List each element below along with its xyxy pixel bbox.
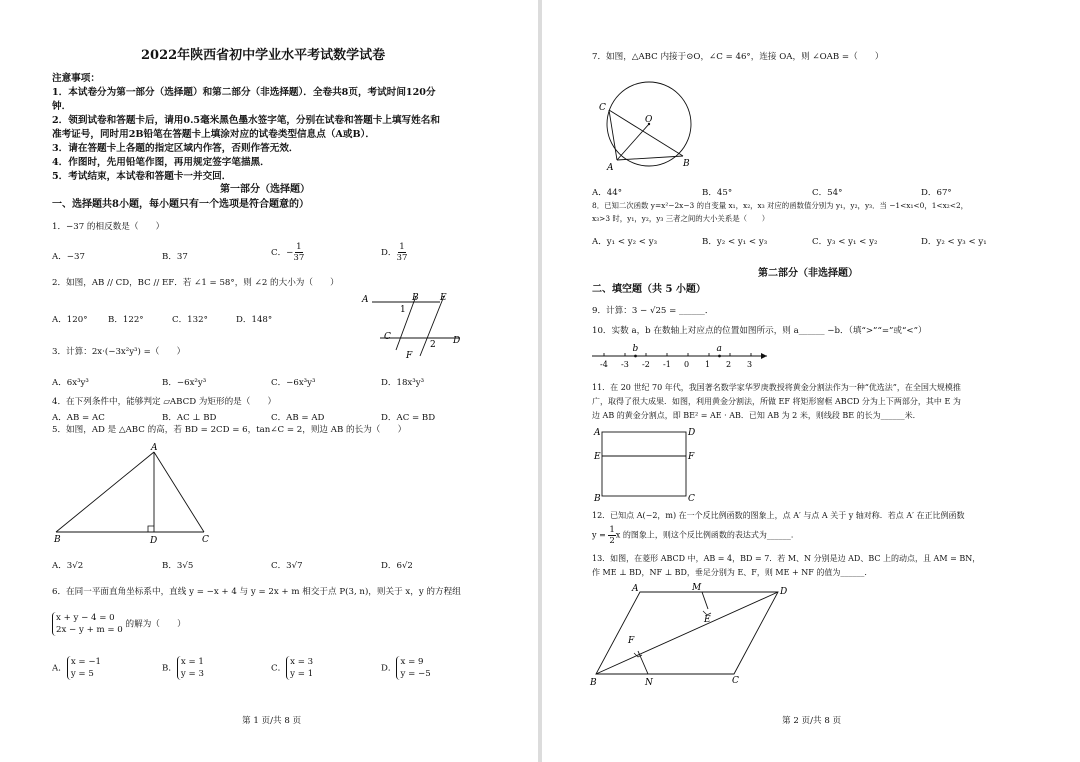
q5-option-b: B．3√5 (162, 561, 194, 571)
number-line-figure (592, 342, 802, 374)
number-line-label-b: b (632, 344, 639, 354)
q7-label-c: C (599, 103, 606, 113)
q8-option-a: A．y₁ < y₂ < y₃ (592, 237, 658, 247)
q2-angle-2: 2 (430, 340, 436, 350)
q3-option-d: D．18x³y³ (381, 378, 425, 388)
q2-figure (360, 290, 470, 360)
q2-label-a: A (362, 295, 369, 305)
exam-title: 2022年陕西省初中学业水平考试数学试卷 (141, 48, 386, 63)
notes-header: 注意事项： (52, 73, 100, 84)
note-line: 5．考试结束，本试卷和答题卡一并交回． (52, 171, 232, 182)
question-11-line2: 广，取得了很大成果．如图，利用黄金分割法，所做 EF 将矩形窗框 ABCD 分为上下两部分，其中 E 为 (592, 397, 961, 406)
q1-option-b: B．37 (162, 252, 188, 262)
q7-figure (597, 80, 707, 180)
q7-option-a: A．44° (592, 188, 623, 198)
q5-option-d: D．6√2 (381, 561, 413, 571)
q6-option-b: B． x = 1 y = 3 (162, 657, 204, 679)
q2-option-b: B．122° (108, 315, 144, 325)
q2-label-d: D (453, 336, 461, 346)
number-line-tick-label: -1 (663, 360, 671, 369)
number-line-tick-label: 1 (705, 360, 711, 369)
question-1: 1．−37 的相反数是（ ） (52, 222, 165, 232)
question-3: 3．计算：2x·(−3x²y³) =（ ） (52, 347, 186, 357)
section2-heading: 二、填空题（共 5 小题） (592, 284, 706, 295)
question-13-line2: 作 ME ⊥ BD，NF ⊥ BD，垂足分别为 E、F，则 ME + NF 的值为______． (592, 568, 873, 577)
question-6: 6．在同一平面直角坐标系中，直线 y = −x + 4 与 y = 2x + m 相交于点 P(3, n)，则关于 x，y 的方程组 (52, 587, 461, 597)
q6-option-d: D． x = 9 y = −5 (381, 657, 431, 679)
q7-option-d: D．67° (921, 188, 952, 198)
q7-option-b: B．45° (702, 188, 733, 198)
q6-system: x + y − 4 = 0 2x − y + m = 0 的解为（ ） (52, 612, 186, 636)
question-5: 5．如图，AD 是 △ABC 的高，若 BD = 2CD = 6，tan∠C = 2，则边 AB 的长为（ ） (52, 425, 407, 435)
number-line-tick-label: 2 (726, 360, 732, 369)
question-11-line3: 边 AB 的黄金分割点，即 BE² = AE · AB．已知 AB 为 2 米，则线段 BE 的长为______米． (592, 411, 921, 420)
q2-label-e: E (440, 293, 447, 303)
q7-label-a: A (607, 163, 614, 173)
q7-label-o: O (645, 115, 653, 125)
q6-option-c: C． x = 3 y = 1 (271, 657, 314, 679)
exam-page-2 (542, 0, 1080, 762)
note-line: 2．领到试卷和答题卡后，请用0.5毫米黑色墨水签字笔，分别在试卷和答题卡上填写姓名和 (52, 115, 440, 126)
number-line-label-a: a (716, 344, 722, 354)
question-4: 4．在下列条件中，能够判定 ▱ABCD 为矩形的是（ ） (52, 397, 277, 407)
q2-option-a: A．120° (52, 315, 88, 325)
number-line-tick-label: -4 (600, 360, 608, 369)
section1-heading: 一、选择题共8小题，每小题只有一个选项是符合题意的） (52, 199, 309, 210)
number-line-tick-label: -2 (642, 360, 650, 369)
page-footer: 第 2 页/共 8 页 (782, 716, 842, 726)
q1-option-a: A．−37 (52, 252, 85, 262)
q2-option-c: C．132° (172, 315, 208, 325)
question-12-line2: y = $\frac{1}{2}$ x 的图象上，则这个反比例函数的表达式为______． (592, 525, 799, 546)
note-line: 钟． (52, 101, 72, 112)
q3-option-c: C．−6x³y³ (271, 378, 316, 388)
q4-option-a: A．AB = AC (52, 413, 105, 423)
q11-label-c: C (688, 494, 695, 504)
exam-page-1 (0, 0, 538, 762)
q8-option-b: B．y₂ < y₁ < y₃ (702, 237, 768, 247)
q5-label-d: D (150, 536, 158, 546)
part2-title: 第二部分（非选择题） (758, 268, 858, 279)
q6-option-a: A． x = −1 y = 5 (52, 657, 101, 679)
number-line-point-b (634, 355, 637, 358)
number-line-tick-label: 0 (684, 360, 690, 369)
q11-label-b: B (594, 494, 601, 504)
q13-label-b: B (590, 678, 597, 688)
q8-option-d: D．y₂ < y₃ < y₁ (921, 237, 987, 247)
q5-label-b: B (54, 535, 61, 545)
q7-option-c: C．54° (812, 188, 843, 198)
question-7: 7．如图，△ABC 内接于⊙O，∠C = 46°，连接 OA，则 ∠OAB =（ ） (592, 52, 884, 62)
q13-label-a: A (632, 584, 639, 594)
q11-label-d: D (688, 428, 696, 438)
q2-option-d: D．148° (236, 315, 273, 325)
note-line: 4．作图时，先用铅笔作图，再用规定签字笔描黑． (52, 157, 270, 168)
note-line: 准考证号，同时用2B铅笔在答题卡上填涂对应的试卷类型信息点（A或B）． (52, 129, 375, 140)
q13-label-n: N (645, 678, 653, 688)
note-line: 3．请在答题卡上各题的指定区域内作答，否则作答无效． (52, 143, 299, 154)
q4-option-c: C．AB = AD (271, 413, 325, 423)
question-8-line1: 8．已知二次函数 y=x²−2x−3 的自变量 x₁，x₂，x₃ 对应的函数值分别为 y₁，y₂，y₃．当 −1<x₁<0，1<x₂<2， (592, 201, 969, 210)
q5-option-c: C．3√7 (271, 561, 303, 571)
q8-option-c: C．y₃ < y₁ < y₂ (812, 237, 878, 247)
q13-label-e: E (704, 615, 711, 625)
q3-option-a: A．6x³y³ (52, 378, 89, 388)
question-13-line1: 13．如图，在菱形 ABCD 中，AB = 4，BD = 7．若 M、N 分别是边 AD、BC 上的动点，且 AM = BN， (592, 554, 981, 563)
q2-label-b: B (412, 293, 419, 303)
number-line-arrow (761, 353, 767, 359)
q7-label-b: B (683, 159, 690, 169)
q5-option-a: A．3√2 (52, 561, 84, 571)
q2-angle-1: 1 (400, 305, 406, 315)
q1-option-d: D． $\frac{1}{37}$ (381, 242, 408, 263)
q4-option-b: B．AC ⊥ BD (162, 413, 217, 423)
question-2: 2．如图，AB // CD，BC // EF．若 ∠1 = 58°，则 ∠2 的大小为（ ） (52, 278, 339, 288)
q11-label-f: F (688, 452, 695, 462)
question-12-line1: 12．已知点 A(−2，m) 在一个反比例函数的图象上，点 A′ 与点 A 关于 y 轴对称．若点 A′ 在正比例函数 (592, 511, 965, 520)
q11-figure (592, 426, 702, 504)
question-8-line2: x₃>3 时，y₁，y₂，y₃ 三者之间的大小关系是（ ） (592, 214, 770, 223)
question-11-line1: 11．在 20 世纪 70 年代，我国著名数学家华罗庚教授将黄金分割法作为一种“优选法”，在全国大规模推 (592, 383, 961, 392)
number-line-tick-label: 3 (747, 360, 753, 369)
q13-label-c: C (732, 676, 739, 686)
q3-option-b: B．−6x²y³ (162, 378, 207, 388)
question-10: 10．实数 a，b 在数轴上对应点的位置如图所示，则 a______ −b．（填“>”“=”或“<”） (592, 326, 927, 336)
q13-label-d: D (780, 587, 788, 597)
q2-label-c: C (384, 332, 391, 342)
q1-option-c: C．− $\frac{1}{37}$ (271, 242, 305, 263)
q11-label-a: A (594, 428, 601, 438)
number-line-point-a (718, 355, 721, 358)
q5-label-c: C (202, 535, 209, 545)
q5-figure (50, 440, 220, 545)
q5-label-a: A (151, 443, 158, 453)
q13-figure (590, 582, 800, 686)
q11-label-e: E (594, 452, 601, 462)
q13-label-f: F (628, 636, 635, 646)
q13-label-m: M (692, 583, 702, 593)
question-9: 9．计算：3 − √25 = ______． (592, 306, 714, 316)
page-footer: 第 1 页/共 8 页 (242, 716, 302, 726)
part1-title: 第一部分（选择题） (220, 184, 310, 195)
q4-option-d: D．AC = BD (381, 413, 436, 423)
q2-label-f: F (406, 351, 413, 361)
note-line: 1．本试卷分为第一部分（选择题）和第二部分（非选择题）．全卷共8页，考试时间120分 (52, 87, 436, 98)
number-line-tick-label: -3 (621, 360, 629, 369)
